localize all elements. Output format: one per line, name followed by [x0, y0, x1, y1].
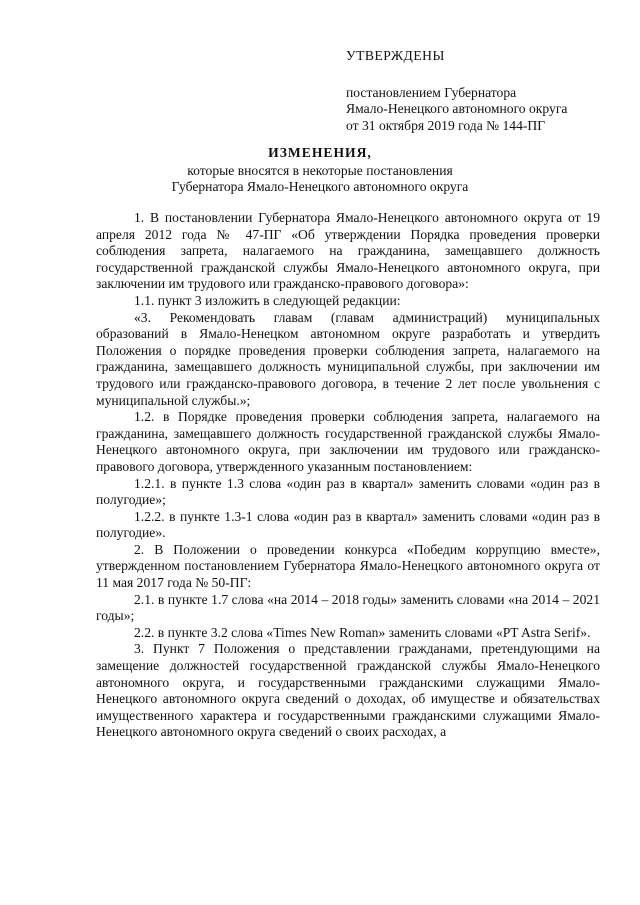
approval-line-1: постановлением Губернатора [346, 84, 517, 100]
document-heading [0, 145, 640, 196]
paragraph-1: 1. В постановлении Губернатора Ямало-Ненецкого автономного округа от 19 апреля 2012 года № 47-ПГ «Об утверждении Порядка проведения проверки соблюдения запрета, налагаемого на гражданина, замещавшего должность государственной гражданской службы Ямало-Ненецкого автономного округа, при заключении им трудового или гражданско-правового договора»: [96, 210, 600, 292]
paragraph-2-1: 2.1. в пункте 1.7 слова «на 2014 – 2018 годы» заменить словами «на 2014 – 2021 годы»; [96, 591, 600, 624]
paragraph-3: 3. Пункт 7 Положения о представлении гражданами, претендующими на замещение должностей государственной гражданской службы Ямало-Ненецкого автономного округа, и государственными гражданскими служащими Ямало-Ненецкого автономного округа сведений о доходах, об имуществе и обязательствах имущественного характера и государственными гражданскими служащими Ямало-Ненецкого автономного округа сведений о своих расходах, а [96, 641, 600, 740]
paragraph-1-2: 1.2. в Порядке проведения проверки соблюдения запрета, налагаемого на гражданина, замещавшего должность государственной гражданской службы Ямало-Ненецкого автономного округа, при заключении им трудового или гражданско-правового договора, утвержденного указанным постановлением: [96, 409, 600, 474]
approval-title: УТВЕРЖДЕНЫ [346, 48, 445, 63]
paragraph-2-2: 2.2. в пункте 3.2 слова «Times New Roman» заменить словами «PT Astra Serif». [134, 624, 591, 640]
approval-block [346, 48, 626, 134]
heading-subtitle-1: которые вносятся в некоторые постановления [187, 162, 453, 178]
paragraph-2: 2. В Положении о проведении конкурса «Победим коррупцию вместе», утвержденном постановлением Губернатора Ямало-Ненецкого автономного округа от 11 мая 2017 года № 50-ПГ: [96, 541, 600, 591]
heading-title: ИЗМЕНЕНИЯ, [268, 145, 372, 160]
heading-subtitle-2: Губернатора Ямало-Ненецкого автономного округа [171, 179, 469, 195]
approval-line-3: от 31 октября 2019 года № 144-ПГ [346, 117, 546, 133]
paragraph-1-1-quote: «3. Рекомендовать главам (главам администраций) муниципальных образований в Ямало-Ненецком автономном округе разработать и утвердить Положения о порядке проведения проверки соблюдения запрета, налагаемого на гражданина, замещавшего должность муниципальной службы, при заключении им трудового или гражданско-правового договора, в течение 2 лет после увольнения с муниципальной службы.»; [96, 309, 600, 408]
paragraph-1-1: 1.1. пункт 3 изложить в следующей редакции: [134, 292, 401, 308]
paragraph-1-2-2: 1.2.2. в пункте 1.3-1 слова «один раз в квартал» заменить словами «один раз в полугодие». [96, 508, 600, 541]
paragraph-1-2-1: 1.2.1. в пункте 1.3 слова «один раз в квартал» заменить словами «один раз в полугодие»; [96, 475, 600, 508]
approval-line-2: Ямало-Ненецкого автономного округа [346, 101, 568, 117]
document-body [96, 210, 600, 741]
